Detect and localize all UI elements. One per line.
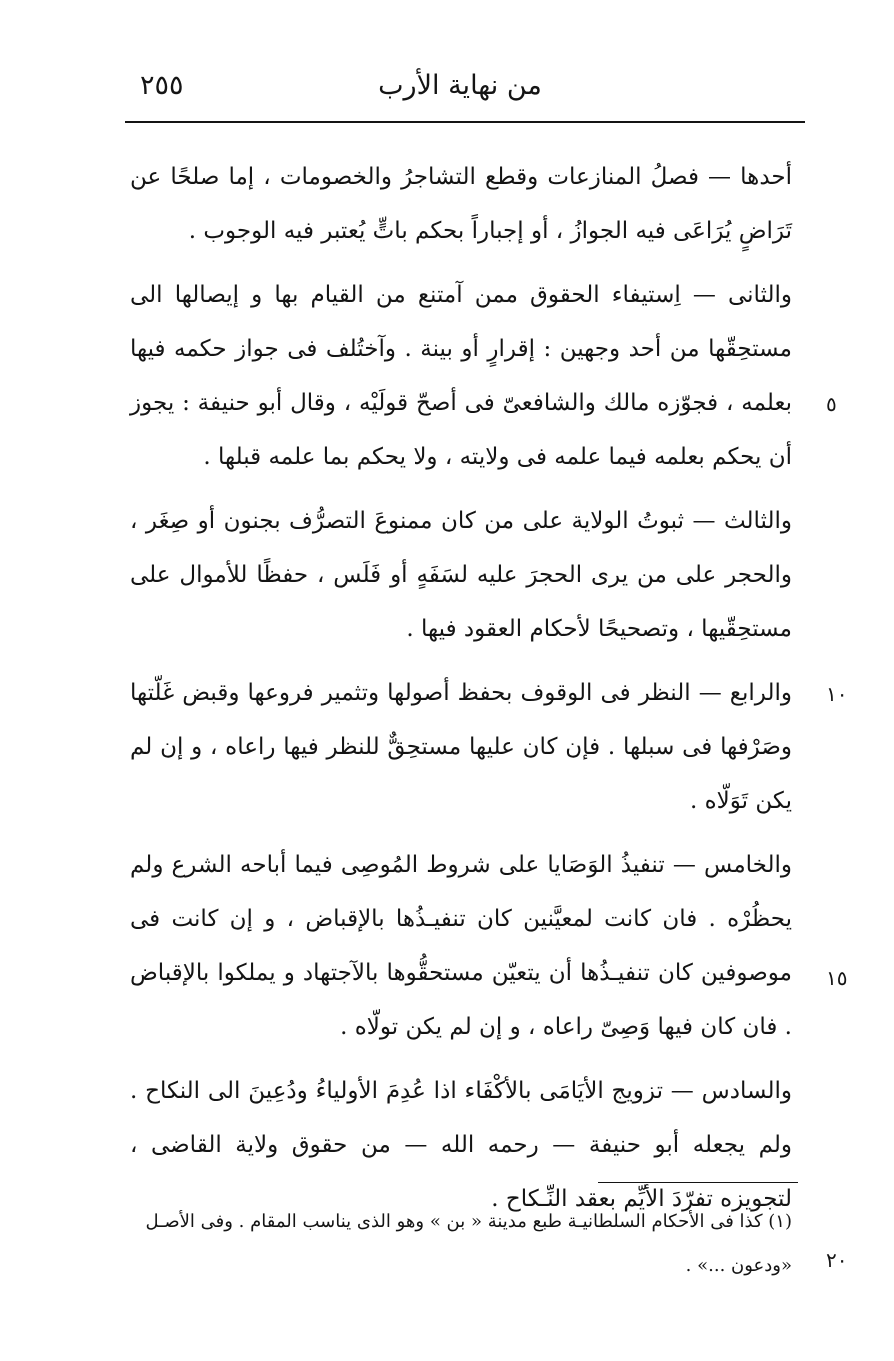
running-header-title: من نهاية الأرب — [378, 70, 542, 101]
footnote-rule — [598, 1182, 798, 1183]
footnote-line-1: (١) كذا فى الأحكام السلطانيـة طبع مدينة « بن » وهو الذى يناسب المقام . وفى الأصـل — [145, 1211, 792, 1232]
paragraph-3: والثالث — ثبوتُ الولاية على من كان ممنوعَ التصرُّف بجنون أو صِغَر ، والحجر على من يرى الحجرَ عليه لسَفَهٍ أو فَلَس ، حفظًا للأموال على مستحِقّيها ، وتصحيحًا لأحكام العقود فيها . — [130, 508, 792, 642]
paragraph-1: أحدها — فصلُ المنازعات وقطع التشاجرُ والخصومات ، إما صلحًا عن تَرَاضٍ يُرَاعَى فيه الجوازُ ، أو إجباراً بحكم باتٍّ يُعتبر فيه الوجوب . — [130, 164, 792, 244]
line-number-20: ٢٠ — [826, 1248, 848, 1272]
footnote — [140, 1200, 792, 1288]
line-number-15: ١٥ — [826, 966, 848, 990]
footnote-line-2: «ودعون ...» . — [685, 1255, 792, 1276]
body-text — [130, 150, 792, 1236]
paragraph-2: والثانى — اِستيفاء الحقوق ممن آمتنع من القيام بها و إيصالها الى مستحِقّها من أحد وجهين : إقرارٍ أو بينة . وآختُلف فى جواز حكمه فيها بعلمه ، فجوّزه مالك والشافعىّ فى أصحّ قولَيْه ، وقال أبو حنيفة : يجوز أن يحكم بعلمه فيما علمه فى ولايته ، ولا يحكم بما علمه قبلها . — [130, 282, 792, 470]
paragraph-5: والخامس — تنفيذُ الوَصَايا على شروط المُوصِى فيما أباحه الشرع ولم يحظُرْه . فان كانت لمعيَّنين كان تنفيـذُها بالإقباض ، و إن كانت فى موصوفين كان تنفيـذُها أن يتعيّن مستحقُّوها بالآجتهاد و يملكوا بالإقباض . فان كان فيها وَصِىّ راعاه ، و إن لم يكن تولّاه . — [130, 852, 792, 1040]
header-rule — [125, 121, 805, 123]
page-number: ٢٥٥ — [140, 70, 184, 101]
line-number-10: ١٠ — [826, 682, 848, 706]
line-number-5: ٥ — [826, 392, 837, 416]
paragraph-4: والرابع — النظر فى الوقوف بحفظ أصولها وتثمير فروعها وقبض غَلّتها وصَرْفها فى سبلها . فإن كان عليها مستحِقٌّ للنظر فيها راعاه ، و إن لم يكن تَوَلّاه . — [130, 680, 792, 814]
paragraph-6: والسادس — تزويج الأيَامَى بالأكْفَاء اذا عُدِمَ الأولياءُ ودُعِينَ الى النكاح . ولم يجعله أبو حنيفة — رحمه الله — من حقوق ولاية القاضى ، لتجويزه تفرّدَ الأيِّم بعقد النِّـكاح . — [130, 1078, 792, 1212]
